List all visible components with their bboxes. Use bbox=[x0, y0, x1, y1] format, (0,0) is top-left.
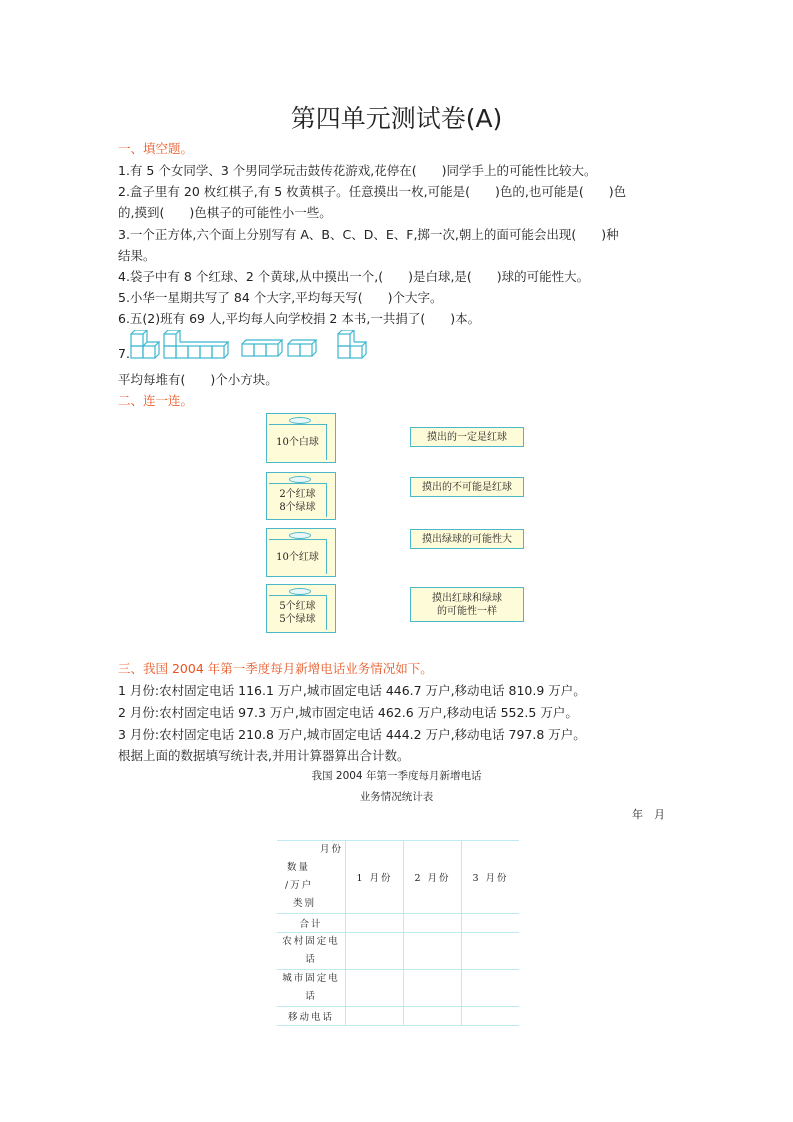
ball-box-2 bbox=[266, 472, 336, 520]
ball-box-1 bbox=[266, 413, 336, 463]
row-header-line: 农村固定电 bbox=[282, 936, 340, 947]
input-cell[interactable] bbox=[462, 914, 520, 933]
row-header-line: 话 bbox=[305, 954, 317, 965]
input-cell[interactable] bbox=[462, 933, 520, 970]
cube-pile-4 bbox=[288, 340, 316, 356]
row-header: 合计 bbox=[277, 914, 346, 933]
match-text: 摸出绿球的可能性大 bbox=[422, 533, 512, 545]
input-cell[interactable] bbox=[346, 970, 404, 1007]
input-cell[interactable] bbox=[404, 1007, 462, 1026]
input-cell[interactable] bbox=[404, 914, 462, 933]
question-line: 的,摸到( )色棋子的可能性小一些。 bbox=[118, 205, 332, 220]
column-header: 2 月份 bbox=[404, 841, 462, 914]
box-label: 2个红球 bbox=[279, 488, 316, 500]
corner-unit: /万户 bbox=[285, 880, 314, 891]
table-title-line2: 业务情况统计表 bbox=[359, 791, 434, 803]
cube-pile-1 bbox=[131, 330, 159, 358]
match-text: 的可能性一样 bbox=[437, 605, 497, 617]
box-label: 8个绿球 bbox=[279, 501, 316, 513]
box-hole-icon bbox=[289, 476, 311, 483]
column-header: 1 月份 bbox=[346, 841, 404, 914]
match-label-4[interactable] bbox=[410, 587, 524, 622]
match-label-1[interactable] bbox=[410, 427, 524, 447]
corner-category: 类别 bbox=[293, 898, 317, 909]
input-cell[interactable] bbox=[346, 914, 404, 933]
data-line: 2 月份:农村固定电话 97.3 万户,城市固定电话 462.6 万户,移动电话 552.5 万户。 bbox=[118, 705, 578, 720]
question-line: 结果。 bbox=[118, 248, 156, 263]
box-label: 5个红球 bbox=[279, 601, 316, 612]
table-title-line1: 我国 2004 年第一季度每月新增电话 bbox=[311, 770, 482, 782]
question-line: 6.五(2)班有 69 人,平均每人向学校捐 2 本书,一共捐了( )本。 bbox=[118, 311, 481, 326]
cube-pile-2 bbox=[164, 330, 228, 358]
cube-pile-3 bbox=[242, 340, 282, 356]
row-header bbox=[277, 933, 346, 970]
input-cell[interactable] bbox=[462, 970, 520, 1007]
row-header-line: 城市固定电 bbox=[282, 973, 340, 984]
column-header: 3 月份 bbox=[462, 841, 520, 914]
corner-quantity: 数量 bbox=[287, 862, 311, 873]
statistics-table bbox=[277, 840, 519, 1026]
date-field: 年 月 bbox=[632, 808, 665, 821]
match-text: 摸出红球和绿球 bbox=[432, 592, 502, 604]
corner-header-cell bbox=[277, 841, 346, 914]
row-header-line: 话 bbox=[305, 991, 317, 1002]
section2-heading: 二、连一连。 bbox=[118, 393, 194, 408]
ball-box-3 bbox=[266, 528, 336, 577]
question-line: 3.一个正方体,六个面上分别写有 A、B、C、D、E、F,掷一次,朝上的面可能会出现( )种 bbox=[118, 227, 619, 242]
cube-piles-figure bbox=[128, 330, 378, 362]
row-header bbox=[277, 970, 346, 1007]
instruction-line: 根据上面的数据填写统计表,并用计算器算出合计数。 bbox=[118, 748, 410, 763]
question-line: 5.小华一星期共写了 84 个大字,平均每天写( )个大字。 bbox=[118, 290, 443, 305]
page-title: 第四单元测试卷(A) bbox=[290, 104, 503, 133]
box-hole-icon bbox=[289, 588, 311, 595]
question-line: 4.袋子中有 8 个红球、2 个黄球,从中摸出一个,( )是白球,是( )球的可能性大。 bbox=[118, 269, 590, 284]
ball-box-4 bbox=[266, 584, 336, 633]
section1-heading: 一、填空题。 bbox=[118, 141, 194, 156]
match-label-2[interactable] bbox=[410, 477, 524, 497]
input-cell[interactable] bbox=[346, 1007, 404, 1026]
box-hole-icon bbox=[289, 532, 311, 539]
row-header: 移动电话 bbox=[277, 1007, 346, 1026]
match-text: 摸出的一定是红球 bbox=[427, 431, 507, 443]
question-line: 2.盒子里有 20 枚红棋子,有 5 枚黄棋子。任意摸出一枚,可能是( )色的,也可能是( )色 bbox=[118, 184, 627, 199]
match-text: 摸出的不可能是红球 bbox=[422, 481, 512, 493]
section3-heading: 三、我国 2004 年第一季度每月新增电话业务情况如下。 bbox=[118, 661, 433, 676]
cube-pile-5 bbox=[338, 330, 366, 358]
input-cell[interactable] bbox=[404, 933, 462, 970]
question-7-number: 7. bbox=[118, 346, 130, 361]
corner-month: 月份 bbox=[319, 844, 343, 855]
box-label: 5个绿球 bbox=[279, 614, 316, 625]
question-line: 1.有 5 个女同学、3 个男同学玩击鼓传花游戏,花停在( )同学手上的可能性比较大。 bbox=[118, 163, 597, 178]
box-label: 10个红球 bbox=[276, 551, 319, 563]
input-cell[interactable] bbox=[462, 1007, 520, 1026]
match-label-3[interactable] bbox=[410, 529, 524, 549]
data-line: 3 月份:农村固定电话 210.8 万户,城市固定电话 444.2 万户,移动电话 797.8 万户。 bbox=[118, 727, 586, 742]
box-label: 10个白球 bbox=[276, 437, 319, 448]
input-cell[interactable] bbox=[404, 970, 462, 1007]
box-hole-icon bbox=[289, 417, 311, 424]
input-cell[interactable] bbox=[346, 933, 404, 970]
data-line: 1 月份:农村固定电话 116.1 万户,城市固定电话 446.7 万户,移动电话 810.9 万户。 bbox=[118, 683, 586, 698]
question-7-text: 平均每堆有( )个小方块。 bbox=[118, 372, 278, 387]
